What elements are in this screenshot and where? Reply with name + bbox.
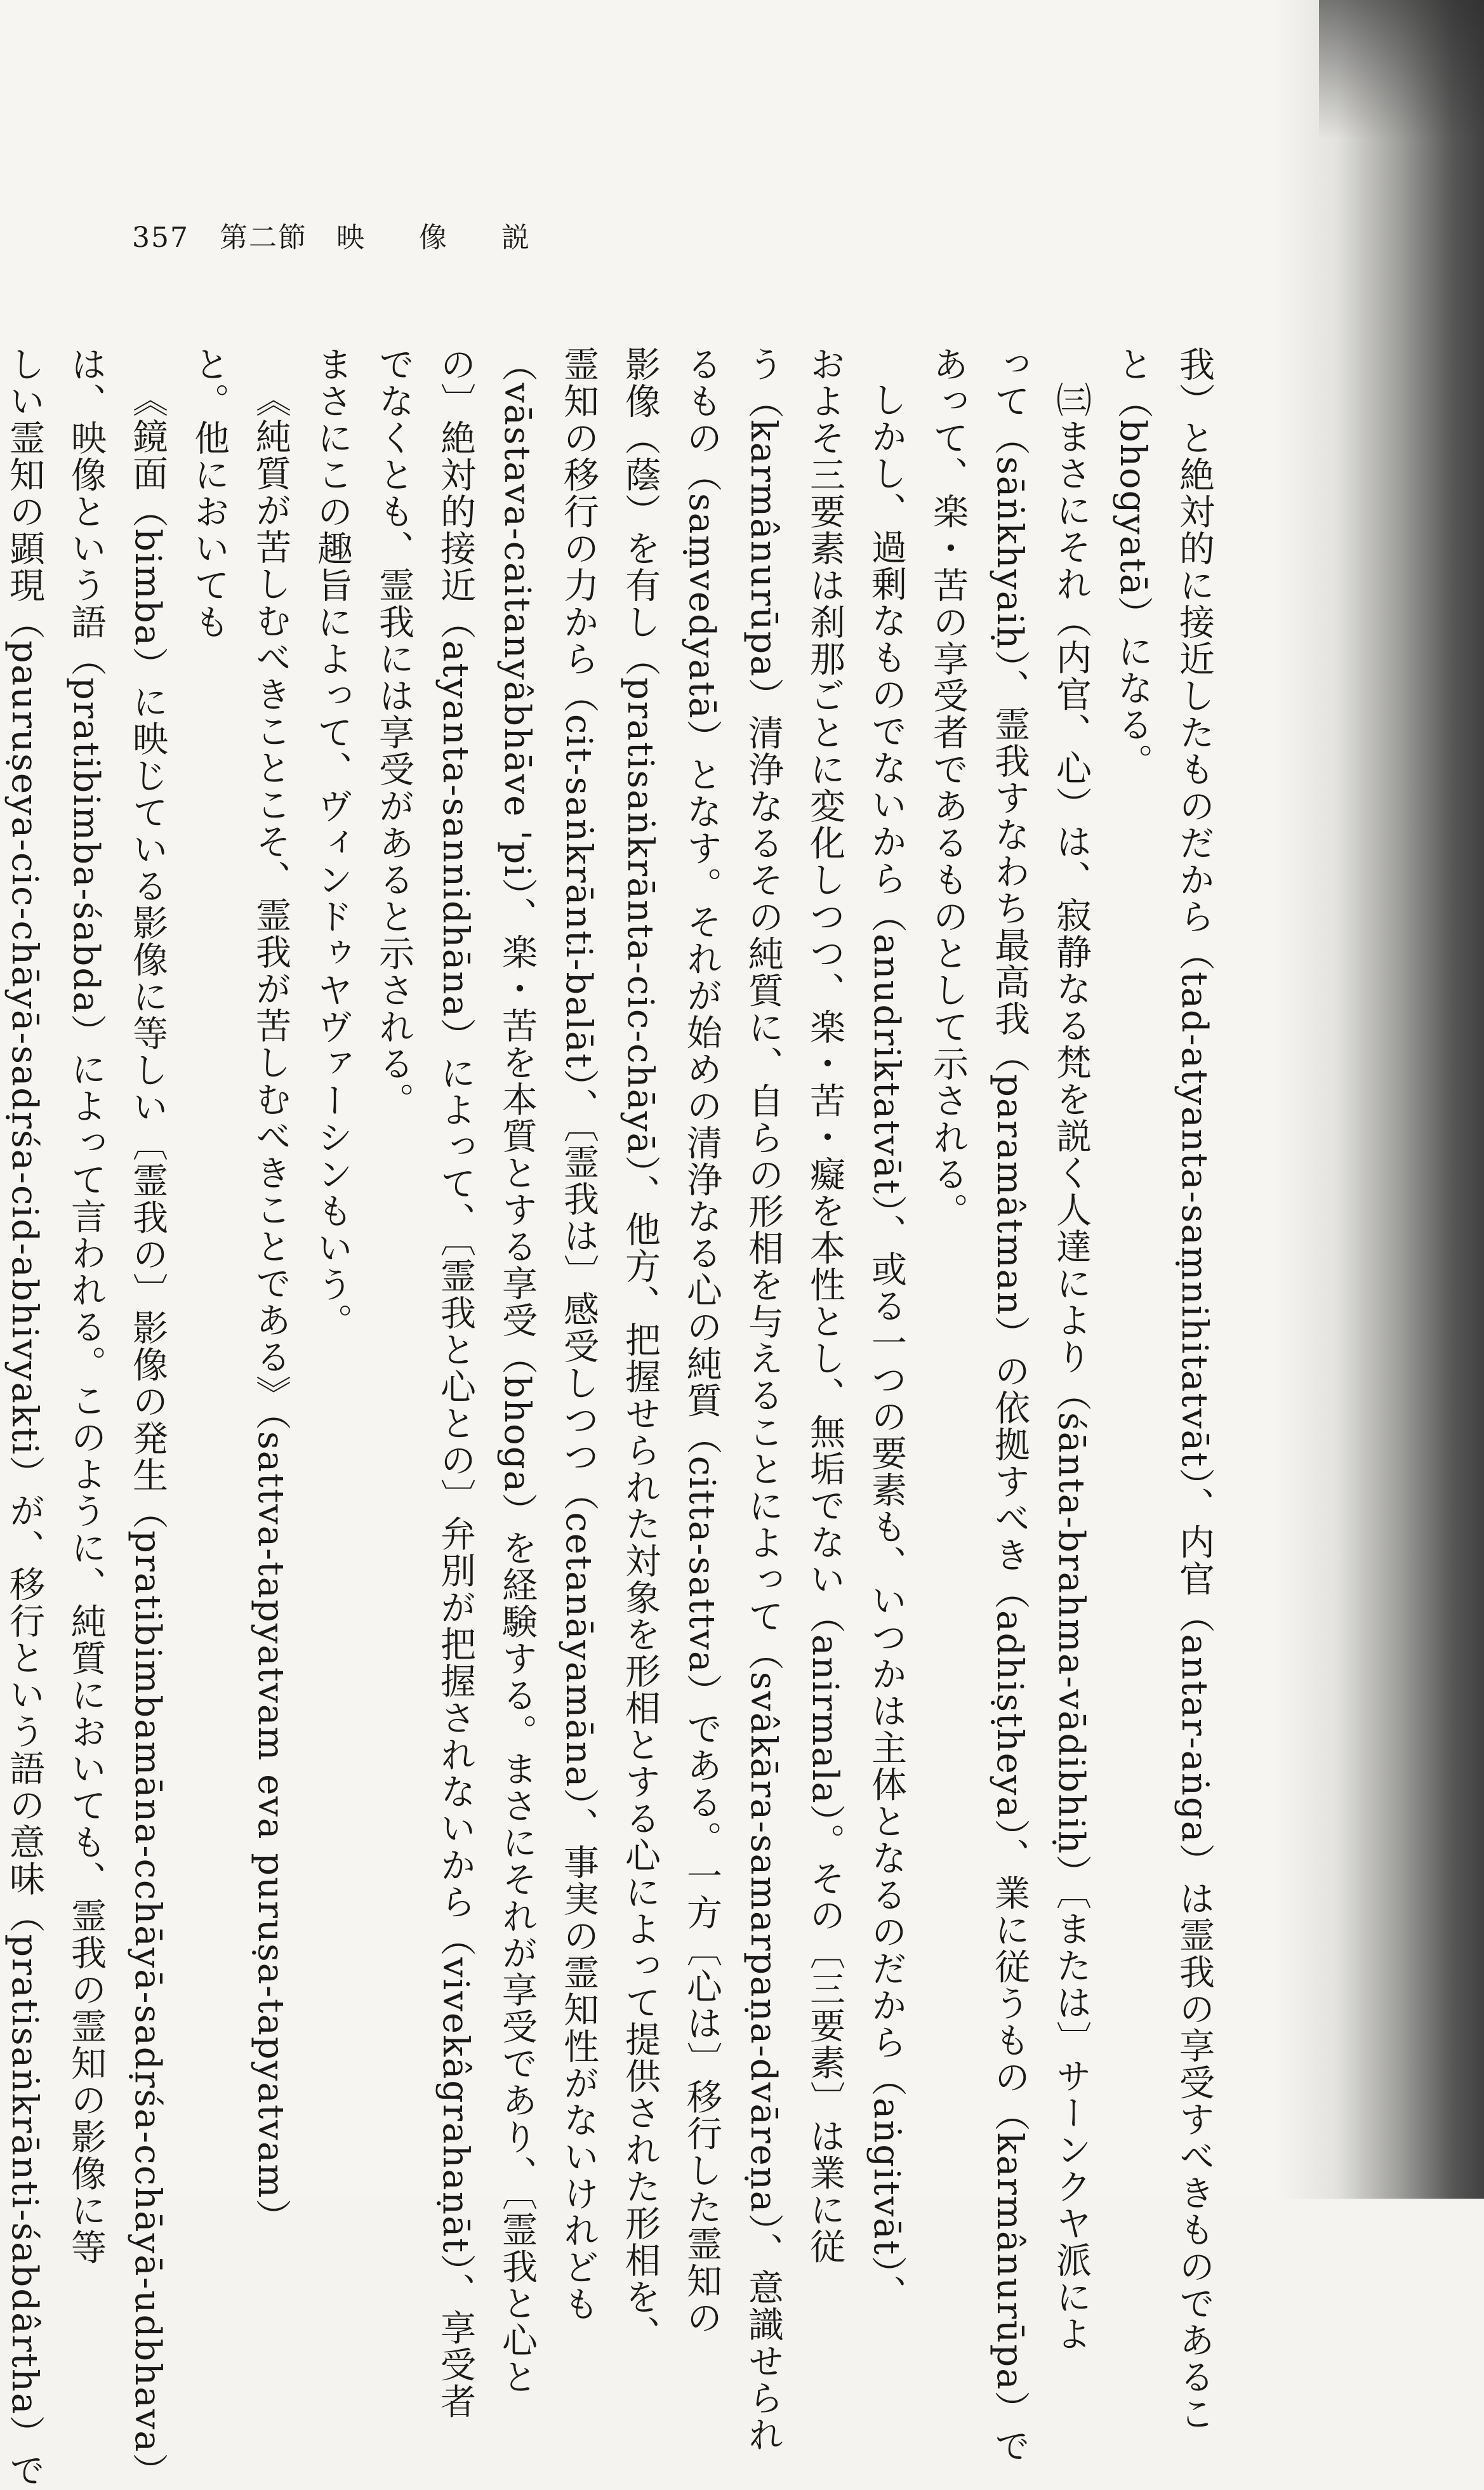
section-title-char-1: 映 [336,222,366,254]
section-title-char-3: 説 [501,222,531,254]
text-line: 《純質が苦しむべきことこそ、霊我が苦しむべきことである》（sattva-tapyatvam eva puruṣa-tapyatvam） [250,381,291,2236]
text-line: って（sāṅkhyaiḥ）、霊我すなわち最高我（paramâtman）の依拠すべき（adhiṣṭheya）、業に従うもの（karmânurūpa）で [989,346,1030,2465]
scan-shadow [1275,0,1484,2199]
text-line: （vāstava-caitanyâbhāve 'pi）、楽・苦を本質とする享受（bhoga）を経験する。まさにそれが享受であり、〔霊我と心と [496,346,538,2396]
text-line: しかし、過剰なものでないから（anudriktatvāt）、或る一つの要素も、いつかは主体となるのだから（aṅgitvāt）、 [866,381,907,2312]
text-line: まさにこの趣旨によって、ヴィンドゥヤヴァーシンもいう。 [312,346,353,1340]
text-line: でなくとも、霊我には享受があると示される。 [373,346,414,1119]
text-line: う（karmânurūpa）清浄なるその純質に、自らの形相を与えることによって（svâkāra-samarpaṇa-dvāreṇa）、意識せられ [743,346,784,2454]
text-line: 霊知の移行の力から（cit-saṅkrānti-balāt）、〔霊我は〕感受しつつ（cetanāyamāna）、事実の霊知性がないけれども [558,346,599,2323]
text-line: るもの（saṃvedyatā）となす。それが始めの清浄なる心の純質（citta-sattva）である。一方〔心は〕移行した霊知の [681,346,722,2336]
vertical-body-text [4,346,1225,2490]
running-head [132,215,531,255]
text-line: の〕絶対的接近（atyanta-sannidhāna）によって、〔霊我と心との〕弁別が把握されないから（vivekâgrahaṇāt）、享受者 [435,346,476,2420]
scan-shadow-top [1319,0,1484,140]
page-number: 357 [132,222,189,254]
text-line: およそ三要素は刹那ごとに変化しつつ、楽・苦・癡を本性とし、無垢でない（anirmala）。その〔三要素〕は業に従 [804,346,845,2265]
text-line: 《鏡面（bimba）に映じている影像に等しい〔霊我の〕影像の発生（pratibimbamāna-cchāyā-sadṛśa-cchāyā-udbhava） [127,381,168,2490]
text-line: 影像（蔭）を有し（pratisaṅkrānta-cic-chāyā）、他方、把握せられた対象を形相とする心によって提供された形相を、 [619,346,661,2352]
section-label: 第二節 [219,222,307,254]
text-line: と。他においても [189,346,230,640]
text-line: しい霊知の顕現（pauruṣeya-cic-chāyā-sadṛśa-cid-abhivyakti）が、移行という語の意味（pratisaṅkrānti-śabdârtha）で [4,346,45,2489]
text-line: ㈢まさにそれ（内官、心）は、寂静なる梵を説く人達により（śānta-brahma-vādibhiḥ）〔または〕サーンクヤ派によ [1050,381,1092,2353]
text-line: 我）と絶対的に接近したものだから（tad-atyanta-saṃnihitatvāt）、内官（antar-aṅga）は霊我の享受すべきものであるこ [1174,346,1215,2433]
section-title-char-2: 像 [418,222,448,254]
text-line: は、映像という語（pratibimba-śabda）によって言われる。このように、純質においても、霊我の霊知の影像に等 [65,346,107,2266]
text-line: と（bhogyatā）になる。 [1112,346,1153,781]
text-line: あって、楽・苦の享受者であるものとして示される。 [927,346,969,1229]
